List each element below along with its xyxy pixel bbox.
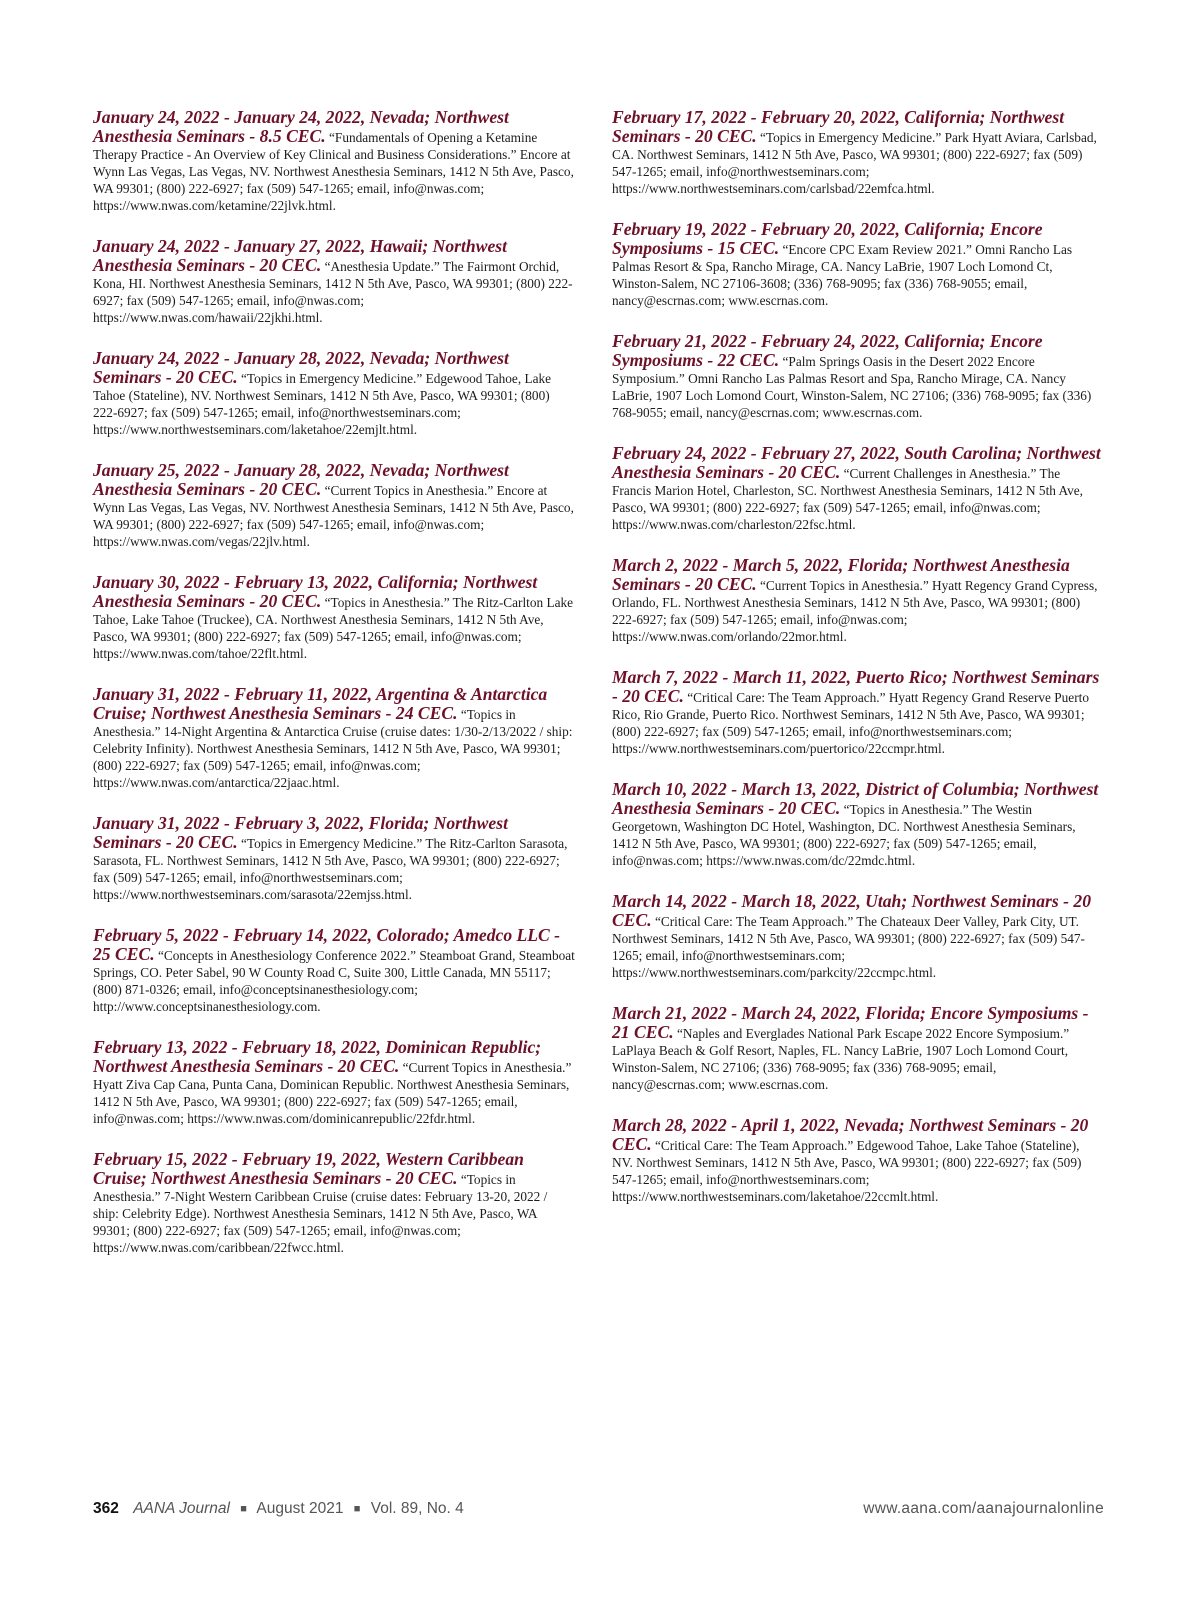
entry-details: “Critical Care: The Team Approach.” The Chateaux Deer Valley, Park City, UT. Northwest Seminars, 1412 N 5th Ave, Pasco, WA 99301; (800) 222-6927; fax (509) 547-1265; email, info@northwestseminars.com; https://www.northwestseminars.com/parkcity/22ccmpc.html. (612, 914, 1085, 980)
meeting-entry (93, 1150, 576, 1256)
entry-details: “Naples and Everglades National Park Escape 2022 Encore Symposium.” LaPlaya Beach & Golf Resort, Naples, FL. Nancy LaBrie, 1907 Loch Lomond Court, Winston-Salem, NC 27106; (336) 768-9095; fax (336) 768-9095; email, nancy@escrnas.com; www.escrnas.com. (612, 1026, 1070, 1092)
volume-issue: Vol. 89, No. 4 (370, 1500, 464, 1517)
entry-heading: January 31, 2022 - February 11, 2022, Argentina & Antarctica Cruise; Northwest Anesthesia Seminars - 24 CEC. (93, 684, 548, 723)
entry-heading: March 21, 2022 - March 24, 2022, Florida; Encore Symposiums - 21 CEC. (612, 1003, 1089, 1042)
square-bullet-icon: ■ (240, 1503, 247, 1515)
entry-heading: January 25, 2022 - January 28, 2022, Nevada; Northwest Anesthesia Seminars - 20 CEC. (93, 460, 509, 499)
entry-details: “Palm Springs Oasis in the Desert 2022 Encore Symposium.” Omni Rancho Las Palmas Resort and Spa, Rancho Mirage, CA. Nancy LaBrie, 1907 Loch Lomond Court, Winston-Salem, NC 27106; (336) 768-9095; fax (336) 768-9055; email, nancy@escrnas.com; www.escrnas.com. (612, 354, 1092, 420)
entry-heading: January 31, 2022 - February 3, 2022, Florida; Northwest Seminars - 20 CEC. (93, 813, 508, 852)
meeting-entry (93, 573, 576, 662)
entry-details: “Current Challenges in Anesthesia.” The Francis Marion Hotel, Charleston, SC. Northwest Anesthesia Seminars, 1412 N 5th Ave, Pasco, WA 99301; (800) 222-6927; fax (509) 547-1265; email, info@nwas.com; https://www.nwas.com/charleston/22fsc.html. (612, 466, 1083, 532)
journal-name: AANA Journal (133, 1500, 230, 1517)
entry-heading: March 7, 2022 - March 11, 2022, Puerto Rico; Northwest Seminars - 20 CEC. (612, 667, 1100, 706)
meeting-entry (612, 1116, 1102, 1205)
entry-details: “Fundamentals of Opening a Ketamine Therapy Practice - An Overview of Key Clinical and Business Considerations.” Encore at Wynn Las Vegas, Las Vegas, NV. Northwest Anesthesia Seminars, 1412 N 5th Ave, Pasco, WA 99301; (800) 222-6927; fax (509) 547-1265; email, info@nwas.com; https://www.nwas.com/ketamine/22jlvk.html. (93, 130, 574, 213)
meeting-entry (612, 892, 1102, 981)
meeting-entry (93, 926, 576, 1015)
entry-details: “Topics in Anesthesia.” 7-Night Western Caribbean Cruise (cruise dates: February 13-20, 2022 / ship: Celebrity Edge). Northwest Anesthesia Seminars, 1412 N 5th Ave, Pasco, WA 99301; (800) 222-6927; fax (509) 547-1265; email, info@nwas.com; https://www.nwas.com/caribbean/22fwcc.html. (93, 1172, 548, 1255)
page-number: 362 (93, 1500, 119, 1517)
entry-heading: February 5, 2022 - February 14, 2022, Colorado; Amedco LLC - 25 CEC. (93, 925, 561, 964)
entry-heading: February 13, 2022 - February 18, 2022, Dominican Republic; Northwest Anesthesia Seminars - 20 CEC. (93, 1037, 542, 1076)
entry-heading: March 10, 2022 - March 13, 2022, District of Columbia; Northwest Anesthesia Seminars - 20 CEC. (612, 779, 1099, 818)
meeting-entry (612, 332, 1102, 421)
entry-details: “Encore CPC Exam Review 2021.” Omni Rancho Las Palmas Resort & Spa, Rancho Mirage, CA. Nancy LaBrie, 1907 Loch Lomond Ct, Winston-Salem, NC 27106-3608; (336) 768-9095; fax (336) 768-9055; email, nancy@escrnas.com; www.escrnas.com. (612, 242, 1073, 308)
entry-details: “Critical Care: The Team Approach.” Hyatt Regency Grand Reserve Puerto Rico, Rio Grande, Puerto Rico. Northwest Seminars, 1412 N 5th Ave, Pasco, WA 99301; (800) 222-6927; fax (509) 547-1265; email, info@northwestseminars.com; https://www.northwestseminars.com/puertorico/22ccmpr.html. (612, 690, 1089, 756)
entry-heading: January 24, 2022 - January 28, 2022, Nevada; Northwest Seminars - 20 CEC. (93, 348, 509, 387)
entry-heading: January 30, 2022 - February 13, 2022, California; Northwest Anesthesia Seminars - 20 CEC. (93, 572, 538, 611)
meeting-entry (612, 108, 1102, 197)
entry-details: “Topics in Emergency Medicine.” Edgewood Tahoe, Lake Tahoe (Stateline), NV. Northwest Seminars, 1412 N 5th Ave, Pasco, WA 99301; (800) 222-6927; fax (509) 547-1265; email, info@northwestseminars.com; https://www.northwestseminars.com/laketahoe/22emjlt.html. (93, 371, 552, 437)
entry-details: “Critical Care: The Team Approach.” Edgewood Tahoe, Lake Tahoe (Stateline), NV. Northwest Seminars, 1412 N 5th Ave, Pasco, WA 99301; (800) 222-6927; fax (509) 547-1265; email, info@northwestseminars.com; https://www.northwestseminars.com/laketahoe/22ccmlt.html. (612, 1138, 1082, 1204)
page-footer (93, 1500, 1104, 1520)
meeting-entry (93, 461, 576, 550)
entry-heading: March 14, 2022 - March 18, 2022, Utah; Northwest Seminars - 20 CEC. (612, 891, 1091, 930)
entry-heading: March 2, 2022 - March 5, 2022, Florida; Northwest Anesthesia Seminars - 20 CEC. (612, 555, 1070, 594)
meeting-entry (93, 685, 576, 791)
entry-details: “Topics in Emergency Medicine.” The Ritz-Carlton Sarasota, Sarasota, FL. Northwest Seminars, 1412 N 5th Ave, Pasco, WA 99301; (800) 222-6927; fax (509) 547-1265; email, info@northwestseminars.com; https://www.northwestseminars.com/sarasota/22emjss.html. (93, 836, 568, 902)
square-bullet-icon: ■ (353, 1503, 361, 1515)
entry-heading: February 19, 2022 - February 20, 2022, California; Encore Symposiums - 15 CEC. (612, 219, 1043, 258)
entry-heading: January 24, 2022 - January 24, 2022, Nevada; Northwest Anesthesia Seminars - 8.5 CEC. (93, 107, 509, 146)
entry-details: “Current Topics in Anesthesia.” Hyatt Ziva Cap Cana, Punta Cana, Dominican Republic. Northwest Anesthesia Seminars, 1412 N 5th Ave, Pasco, WA 99301; (800) 222-6927; fax (509) 547-1265; email, info@nwas.com; https://www.nwas.com/dominicanrepublic/22fdr.html. (93, 1060, 572, 1126)
meeting-entry (93, 814, 576, 903)
entry-details: “Topics in Emergency Medicine.” Park Hyatt Aviara, Carlsbad, CA. Northwest Seminars, 1412 N 5th Ave, Pasco, WA 99301; (800) 222-6927; fax (509) 547-1265; email, info@northwestseminars.com; https://www.northwestseminars.com/carlsbad/22emfca.html. (612, 130, 1097, 196)
meeting-entry (612, 780, 1102, 869)
entry-details: “Topics in Anesthesia.” The Ritz-Carlton Lake Tahoe, Lake Tahoe (Truckee), CA. Northwest Anesthesia Seminars, 1412 N 5th Ave, Pasco, WA 99301; (800) 222-6927; fax (509) 547-1265; email, info@nwas.com; https://www.nwas.com/tahoe/22flt.html. (93, 595, 574, 661)
meeting-entry (612, 668, 1102, 757)
meeting-entry (93, 349, 576, 438)
meeting-entry (612, 220, 1102, 309)
issue-date: August 2021 (256, 1500, 344, 1517)
entry-heading: January 24, 2022 - January 27, 2022, Hawaii; Northwest Anesthesia Seminars - 20 CEC. (93, 236, 507, 275)
meeting-entry (93, 237, 576, 326)
meeting-entry (93, 108, 576, 214)
entry-details: “Topics in Anesthesia.” 14-Night Argentina & Antarctica Cruise (cruise dates: 1/30-2/13/2022 / ship: Celebrity Infinity). Northwest Anesthesia Seminars, 1412 N 5th Ave, Pasco, WA 99301; (800) 222-6927; fax (509) 547-1265; email, info@nwas.com; https://www.nwas.com/antarctica/22jaac.html. (93, 707, 573, 790)
entry-details: “Current Topics in Anesthesia.” Encore at Wynn Las Vegas, Las Vegas, NV. Northwest Anesthesia Seminars, 1412 N 5th Ave, Pasco, WA 99301; (800) 222-6927; fax (509) 547-1265; email, info@nwas.com; https://www.nwas.com/vegas/22jlv.html. (93, 483, 574, 549)
entry-heading: February 21, 2022 - February 24, 2022, California; Encore Symposiums - 22 CEC. (612, 331, 1043, 370)
journal-website: www.aana.com/aanajournalonline (863, 1500, 1104, 1517)
entry-details: “Anesthesia Update.” The Fairmont Orchid, Kona, HI. Northwest Anesthesia Seminars, 1412 N 5th Ave, Pasco, WA 99301; (800) 222-6927; fax (509) 547-1265; email, info@nwas.com; https://www.nwas.com/hawaii/22jkhi.html. (93, 259, 573, 325)
meeting-entry (612, 556, 1102, 645)
meeting-entry (612, 1004, 1102, 1093)
right-column (612, 108, 1102, 1228)
entry-heading: March 28, 2022 - April 1, 2022, Nevada; Northwest Seminars - 20 CEC. (612, 1115, 1089, 1154)
left-column (93, 108, 576, 1279)
entry-heading: February 24, 2022 - February 27, 2022, South Carolina; Northwest Anesthesia Seminars - 20 CEC. (612, 443, 1101, 482)
entry-details: “Concepts in Anesthesiology Conference 2022.” Steamboat Grand, Steamboat Springs, CO. Peter Sabel, 90 W County Road C, Suite 300, Little Canada, MN 55117; (800) 871-0326; email, info@conceptsinanesthesiology.com; http://www.conceptsinanesthesiology.com. (93, 948, 575, 1014)
meeting-entry (612, 444, 1102, 533)
entry-heading: February 15, 2022 - February 19, 2022, Western Caribbean Cruise; Northwest Anesthesia Seminars - 20 CEC. (93, 1149, 524, 1188)
entry-details: “Topics in Anesthesia.” The Westin Georgetown, Washington DC Hotel, Washington, DC. Northwest Anesthesia Seminars, 1412 N 5th Ave, Pasco, WA 99301; (800) 222-6927; fax (509) 547-1265; email, info@nwas.com; https://www.nwas.com/dc/22mdc.html. (612, 802, 1076, 868)
entry-details: “Current Topics in Anesthesia.” Hyatt Regency Grand Cypress, Orlando, FL. Northwest Anesthesia Seminars, 1412 N 5th Ave, Pasco, WA 99301; (800) 222-6927; fax (509) 547-1265; email, info@nwas.com; https://www.nwas.com/orlando/22mor.html. (612, 578, 1098, 644)
entry-heading: February 17, 2022 - February 20, 2022, California; Northwest Seminars - 20 CEC. (612, 107, 1065, 146)
meeting-entry (93, 1038, 576, 1127)
